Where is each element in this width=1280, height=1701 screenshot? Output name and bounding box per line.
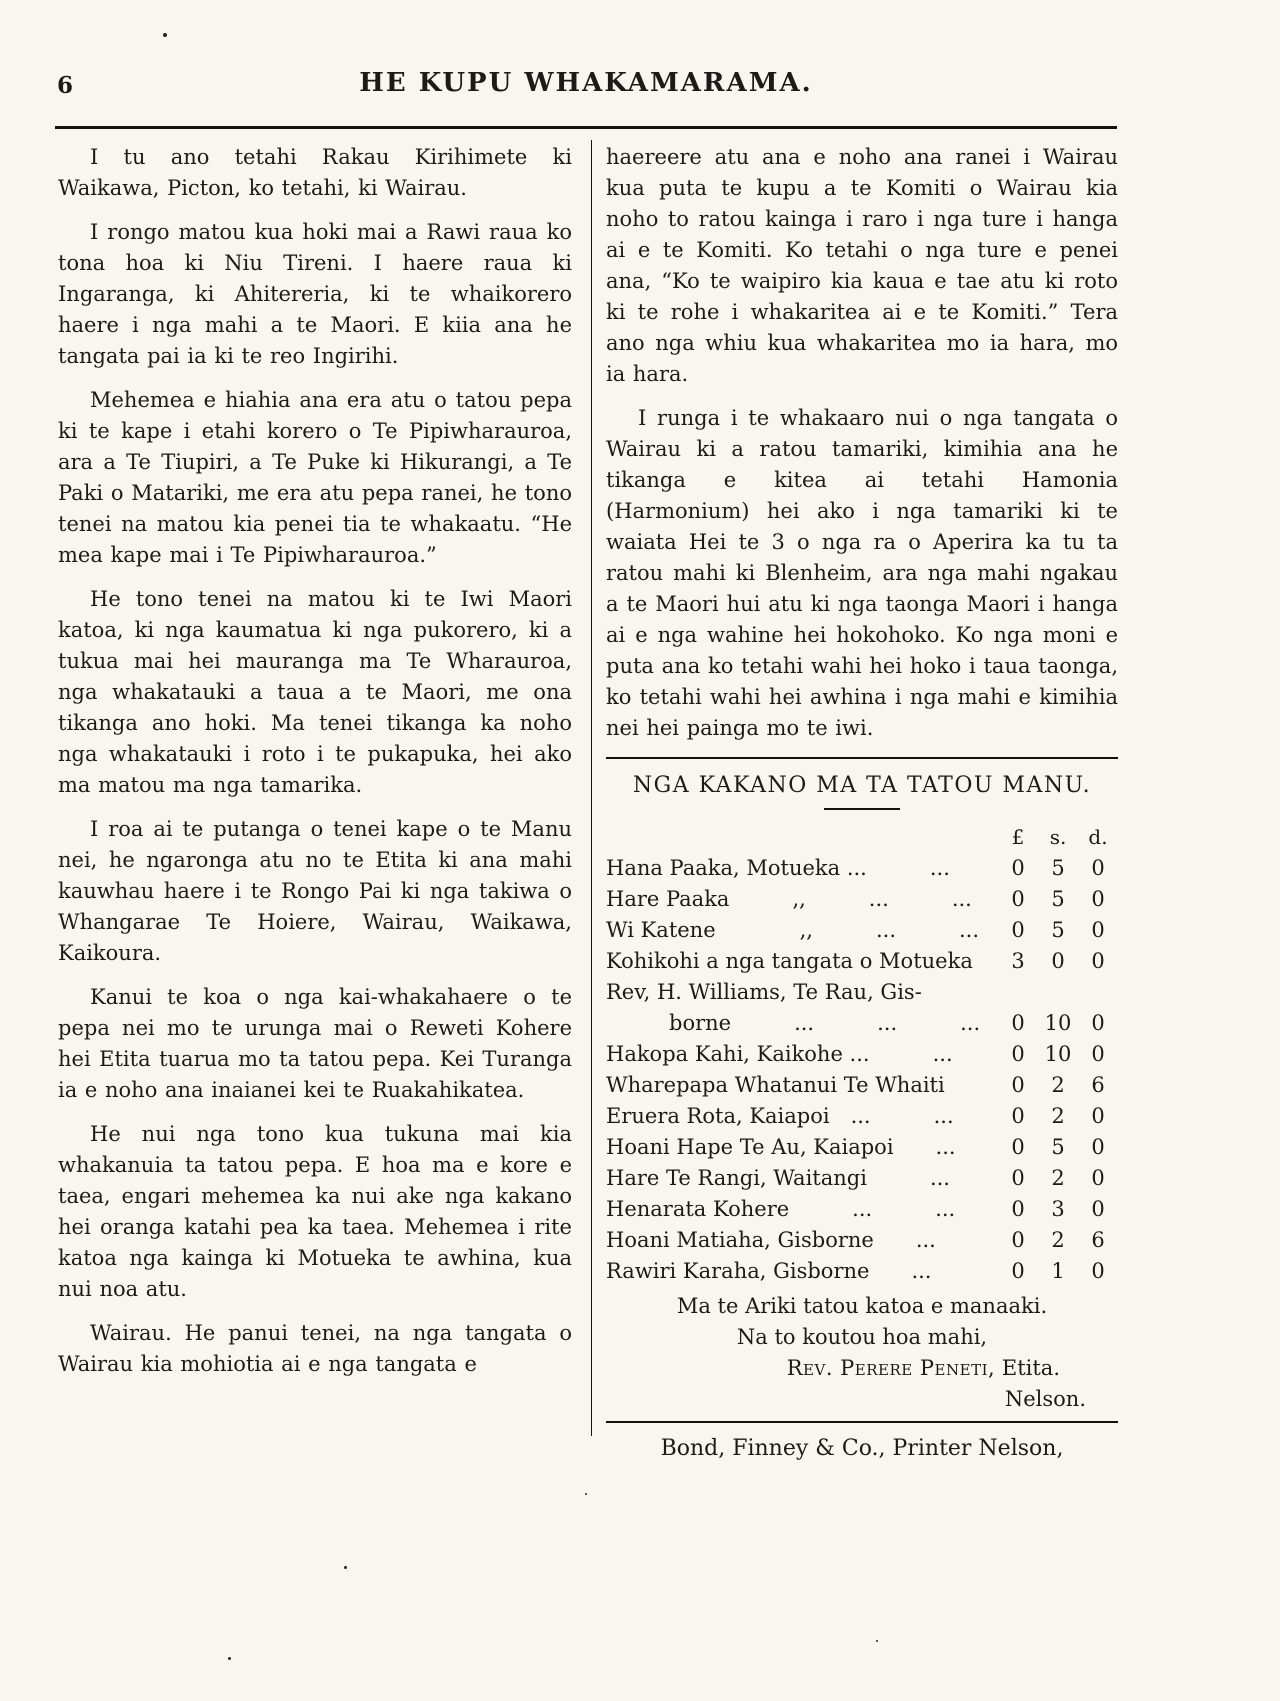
article-paragraph: I roa ai te putanga o tenei kape o te Manu nei, he ngaronga atu no te Etita ki ana mahi kauwhau haere i te Rongo Pai ki nga takiwa o Whangarae Te Hoiere, Wairau, Waikawa, Kaikoura.	[58, 817, 572, 965]
article-paragraph: He nui nga tono kua tukuna mai kia whakanuia ta tatou pepa. E hoa ma e kore e taea, engari mehemea ka nui ake nga kakano hei oranga katahi pea ka taea. Mehemea i rite katoa nga kainga ki Motueka te awhina, kua nui noa atu.	[58, 1122, 572, 1301]
amount-shillings: 2	[1051, 1073, 1065, 1097]
amount-shillings: 10	[1044, 1042, 1072, 1066]
amount-shillings: 2	[1051, 1104, 1065, 1128]
amount-pounds: 0	[1011, 1073, 1025, 1097]
signoff-line: Na to koutou hoa mahi,	[736, 1325, 988, 1349]
heading-underline-rule	[824, 808, 900, 810]
amount-pounds: 0	[1011, 1104, 1025, 1128]
amount-shillings: 5	[1051, 918, 1065, 942]
contributor-name: Hana Paaka, Motueka ... ...	[606, 856, 950, 880]
amount-pence: 0	[1091, 856, 1105, 880]
contributor-name: Henarata Kohere ... ...	[606, 1197, 956, 1221]
amount-pounds: 0	[1011, 1042, 1025, 1066]
pounds-header: £	[1011, 825, 1025, 849]
amount-pence: 0	[1091, 918, 1105, 942]
amount-pence: 0	[1091, 1011, 1105, 1035]
amount-pence: 0	[1091, 1166, 1105, 1190]
contributor-name: borne ... ... ...	[606, 1011, 981, 1035]
table-row	[606, 1039, 1118, 1070]
signature-line	[606, 1353, 1118, 1384]
amount-shillings: 0	[1051, 949, 1065, 973]
shillings-header: s.	[1049, 825, 1067, 849]
ink-speck	[876, 1640, 878, 1642]
right-column	[588, 142, 1118, 1465]
contributor-name: Rev, H. Williams, Te Rau, Gis-	[606, 980, 922, 1004]
ink-speck	[228, 1657, 231, 1660]
editor-role: Etita.	[1001, 1356, 1060, 1380]
amount-pounds: 0	[1011, 887, 1025, 911]
table-row	[606, 1163, 1118, 1194]
article-paragraph: I tu ano tetahi Rakau Kirihimete ki Waikawa, Picton, ko tetahi, ki Wairau.	[58, 145, 572, 200]
masthead-title: HE KUPU WHAKAMARAMA.	[359, 68, 813, 98]
amount-pence: 0	[1091, 1104, 1105, 1128]
printer-imprint: Bond, Finney & Co., Printer Nelson,	[660, 1436, 1064, 1461]
contributions-table	[606, 822, 1118, 1287]
two-column-layout	[58, 142, 1118, 1465]
place-line: Nelson.	[1004, 1387, 1086, 1411]
amount-shillings: 2	[1051, 1228, 1065, 1252]
article-paragraph: Wairau. He panui tenei, na nga tangata o Wairau kia mohiotia ai e nga tangata e	[58, 1321, 572, 1376]
table-row	[606, 1008, 1118, 1039]
amount-pence	[1078, 977, 1118, 1008]
article-paragraph: He tono tenei na matou ki te Iwi Maori katoa, ki nga kaumatua ki nga pukorero, ki a tukua mai hei mauranga ma Te Wharauroa, nga whakatauki a taua a te Maori, me ona tikanga ano hoki. Ma tenei tikanga ka noho nga whakatauki i roto i te pukapuka, hei ako ma matou ma nga tamarika.	[58, 587, 572, 797]
table-row	[606, 946, 1118, 977]
amount-pounds: 0	[1011, 1259, 1025, 1283]
table-row	[606, 1101, 1118, 1132]
amount-pounds: 0	[1011, 1166, 1025, 1190]
table-row	[606, 915, 1118, 946]
pence-header: d.	[1088, 825, 1108, 849]
amount-pounds: 0	[1011, 856, 1025, 880]
amount-shillings: 5	[1051, 856, 1065, 880]
amount-pence: 6	[1091, 1073, 1105, 1097]
article-paragraph: haereere atu ana e noho ana ranei i Wairau kua puta te kupu a te Komiti o Wairau kia noho to ratou kainga i raro i nga ture i hanga ai e te Komiti. Ko tetahi o nga ture e penei ana, “Ko te waipiro kia kaua e tae atu ki roto ki te rohe i whakaritea ai e te Komiti.” Tera ano nga whiu kua whakaritea mo ia hara, mo ia hara.	[606, 145, 1118, 386]
table-row	[606, 853, 1118, 884]
table-row	[606, 1070, 1118, 1101]
amount-pounds: 0	[1011, 1135, 1025, 1159]
amount-pounds: 0	[1011, 1197, 1025, 1221]
table-row	[606, 1132, 1118, 1163]
amount-pence: 0	[1091, 1259, 1105, 1283]
table-row	[606, 977, 1118, 1008]
contributor-name: Kohikohi a nga tangata o Motueka	[606, 949, 973, 973]
amount-shillings: 3	[1051, 1197, 1065, 1221]
contributor-name: Hoani Matiaha, Gisborne ...	[606, 1228, 936, 1252]
contributor-name: Wi Katene ,, ... ...	[606, 918, 980, 942]
amount-pounds: 3	[1011, 949, 1025, 973]
contributor-name: Eruera Rota, Kaiapoi ... ...	[606, 1104, 954, 1128]
amount-shillings: 2	[1051, 1166, 1065, 1190]
table-row	[606, 1194, 1118, 1225]
page-number: 6	[57, 72, 74, 99]
blessing-line: Ma te Ariki tatou katoa e manaaki.	[676, 1294, 1048, 1318]
left-column	[58, 142, 588, 1393]
amount-pence: 0	[1091, 949, 1105, 973]
amount-pounds: 0	[1011, 918, 1025, 942]
amount-pence: 0	[1091, 887, 1105, 911]
article-paragraph: I runga i te whakaaro nui o nga tangata o Wairau ki a ratou tamariki, kimihia ana he tikanga e kitea ai tetahi Hamonia (Harmonium) hei ako i nga tamariki ki te waiata Hei te 3 o nga ra o Aperira ka tu ta ratou mahi ki Blenheim, ara nga mahi ngakau a te Maori hui atu ki nga taonga Maori i hanga ai e nga wahine hei hokohoko. Ko nga moni e puta ana ko tetahi wahi hei hoko i taua taonga, ko tetahi wahi hei awhina i nga mahi e kimihia nei hei painga mo te iwi.	[606, 406, 1118, 740]
printer-rule	[606, 1421, 1118, 1423]
amount-pounds: 0	[1011, 1228, 1025, 1252]
contributor-name: Hare Paaka ,, ... ...	[606, 887, 972, 911]
ink-speck	[585, 1493, 587, 1495]
section-heading: NGA KAKANO MA TA TATOU MANU.	[632, 773, 1092, 798]
header-spacer	[606, 822, 998, 853]
amount-pence: 0	[1091, 1042, 1105, 1066]
article-paragraph: Mehemea e hiahia ana era atu o tatou pepa ki te kape i etahi korero o Te Pipiwharauroa, ara a Te Tiupiri, a Te Puke ki Hikurangi, a Te Paki o Matariki, me era atu pepa ranei, he tono tenei na matou kia penei tia te whakaatu. “He mea kape mai i Te Pipiwharauroa.”	[58, 388, 572, 567]
contributor-name: Hoani Hape Te Au, Kaiapoi ...	[606, 1135, 956, 1159]
closing-block	[606, 1291, 1118, 1415]
article-paragraph: Kanui te koa o nga kai-whakahaere o te pepa nei mo te urunga mai o Reweti Kohere hei Etita tuarua mo ta tatou pepa. Kei Turanga ia e noho ana inaianei kei te Ruakahikatea.	[58, 985, 572, 1102]
amount-shillings: 5	[1051, 1135, 1065, 1159]
editor-name: Rev. Perere Peneti,	[786, 1356, 996, 1380]
amount-pounds	[998, 977, 1038, 1008]
page-header	[55, 64, 1117, 116]
contributor-name: Hakopa Kahi, Kaikohe ... ...	[606, 1042, 953, 1066]
amount-pounds: 0	[1011, 1011, 1025, 1035]
amount-pence: 0	[1091, 1197, 1105, 1221]
table-row	[606, 884, 1118, 915]
amount-shillings: 1	[1051, 1259, 1065, 1283]
article-paragraph: I rongo matou kua hoki mai a Rawi raua ko tona hoa ki Niu Tireni. I haere raua ki Ingaranga, ki Ahitereria, ki te whaikorero haere i nga mahi a te Maori. E kiia ana he tangata pai ia ki te reo Ingirihi.	[58, 220, 572, 368]
amount-shillings: 5	[1051, 887, 1065, 911]
table-row	[606, 1256, 1118, 1287]
amount-shillings: 10	[1044, 1011, 1072, 1035]
amount-pence: 0	[1091, 1135, 1105, 1159]
contributor-name: Wharepapa Whatanui Te Whaiti	[606, 1073, 945, 1097]
amount-pence: 6	[1091, 1228, 1105, 1252]
header-rule	[55, 126, 1117, 129]
ink-speck	[344, 1566, 347, 1569]
amount-shillings	[1038, 977, 1078, 1008]
table-row	[606, 1225, 1118, 1256]
section-rule	[606, 757, 1118, 759]
table-header-row	[606, 822, 1118, 853]
contributor-name: Rawiri Karaha, Gisborne ...	[606, 1259, 932, 1283]
contributor-name: Hare Te Rangi, Waitangi ...	[606, 1166, 950, 1190]
ink-speck	[163, 33, 167, 37]
